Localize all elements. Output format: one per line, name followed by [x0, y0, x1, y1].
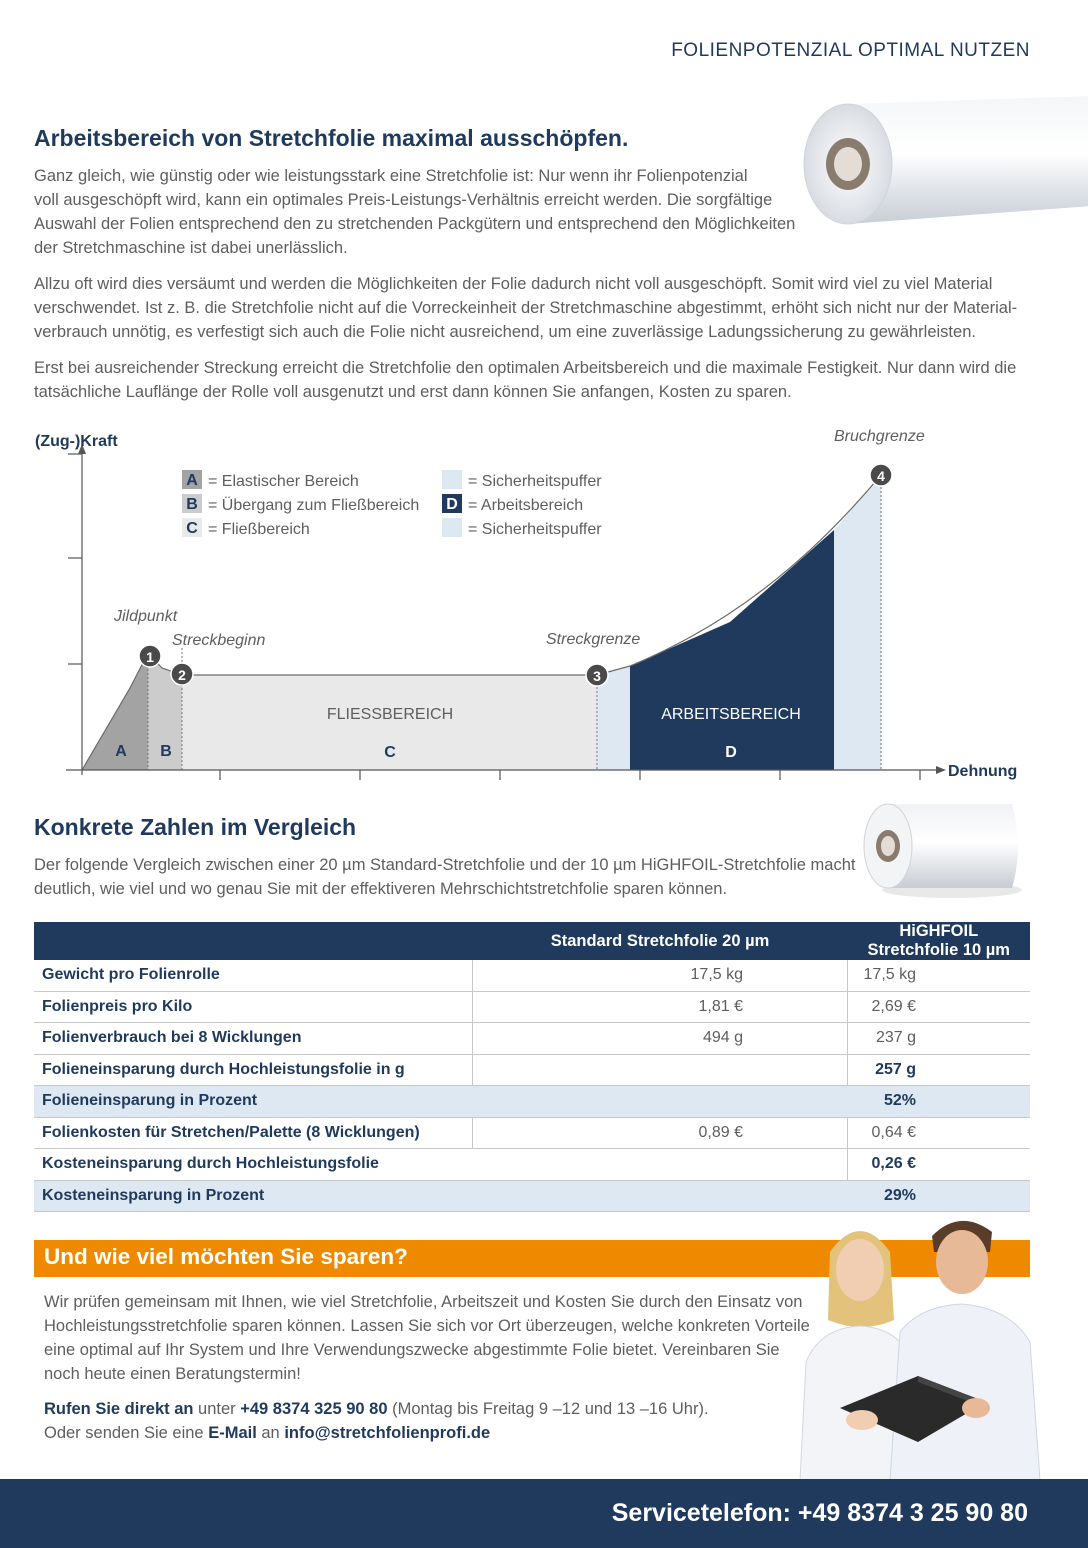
point-2-number: 2 [178, 667, 186, 683]
table-row [34, 1149, 1030, 1181]
paragraph-line: Allzu oft wird dies versäumt und werden die Möglichkeiten der Folie dadurch nicht voll ausgeschöpft. Somit wird viel zu viel Material [34, 275, 993, 293]
y-axis-label: (Zug-)Kraft [35, 433, 118, 450]
point-1-number: 1 [146, 649, 154, 665]
paragraph-line: Erst bei ausreichender Streckung erreicht die Stretchfolie den optimalen Arbeitsbereich und die maximale Festigkeit. Nur dann wird die [34, 359, 1017, 377]
region-c-label: C [384, 744, 396, 761]
point-3-number: 3 [593, 668, 601, 684]
point-2-label: Streckbeginn [172, 632, 266, 649]
comparison-intro [34, 853, 864, 901]
legend-key-a: A [186, 472, 198, 489]
row-value-highfoil: 237 g [848, 1023, 1031, 1055]
point-4-label: Bruchgrenze [834, 428, 925, 445]
row-value-standard: 17,5 kg [473, 960, 848, 991]
legend-label-buffer2: = Sicherheitspuffer [468, 521, 602, 538]
contact-block [44, 1397, 824, 1445]
legend-key-b: B [186, 496, 198, 513]
region-a-label: A [115, 743, 127, 760]
legend-swatch-buffer1 [442, 470, 462, 489]
legend-key-c: C [186, 520, 198, 537]
legend-label-d: = Arbeitsbereich [468, 497, 584, 514]
table-row [34, 1054, 1030, 1086]
table-row [34, 1117, 1030, 1149]
row-value-highfoil: 17,5 kg [848, 960, 1031, 991]
paragraph-line: verbrauch unnötig, es verfestigt sich auch die Folie nicht ausreichend, um eine zuverlässige Ladungssicherung zu gewährleisten. [34, 323, 976, 341]
paragraph-line: verschwendet. Ist z. B. die Stretchfolie nicht auf die Vorreckeinheit der Stretchmaschine abgestimmt, erhöht sich nicht nur der Material- [34, 299, 1018, 317]
point-3-marker [586, 664, 608, 686]
call-label: Rufen Sie direkt an [44, 1400, 194, 1418]
row-label: Gewicht pro Folienrolle [34, 960, 473, 991]
row-value-standard: 1,81 € [473, 991, 848, 1023]
table-row-highlight [34, 1086, 1030, 1118]
paragraph-line: der Stretchmaschine ist dabei unerlässlich. [34, 239, 348, 257]
region-b-label: B [160, 743, 172, 760]
page-header-title: FOLIENPOTENZIAL OPTIMAL NUTZEN [671, 40, 1030, 61]
film-roll-small-image [862, 798, 1022, 900]
section-heading-zahlen: Konkrete Zahlen im Vergleich [34, 814, 357, 840]
cta-heading: Und wie viel möchten Sie sparen? [44, 1244, 408, 1269]
row-value-standard [473, 1054, 848, 1086]
paragraph-line: Hochleistungsstretchfolie sparen können. Lassen Sie sich vor Ort überzeugen, welche konkreten Vorteile [44, 1317, 810, 1335]
row-value-highfoil: 29% [848, 1180, 1031, 1212]
call-hours: (Montag bis Freitag 9 –12 und 13 –16 Uhr). [387, 1400, 709, 1418]
row-label: Kosteneinsparung durch Hochleistungsfolie [34, 1149, 473, 1181]
film-roll-image [802, 96, 1088, 232]
legend-key-d: D [446, 496, 458, 513]
paragraph-line: voll ausgeschöpft wird, kann ein optimales Preis-Leistungs-Verhältnis erreicht werden. Die sorgfältige [34, 191, 773, 209]
cta-paragraph [44, 1290, 814, 1386]
region-c-title: FLIESSBEREICH [326, 706, 454, 723]
paragraph-line: Auswahl der Folien entsprechend den zu stretchenden Packgütern und entsprechend den Möglichkeiten [34, 215, 796, 233]
comparison-table [34, 922, 1030, 1212]
paragraph-line: Der folgende Vergleich zwischen einer 20 µm Standard-Stretchfolie und der 10 µm HiGHFOIL-Stretchfolie macht [34, 856, 856, 874]
paragraph-line: noch heute einen Beratungstermin! [44, 1365, 301, 1383]
legend-label-buffer1: = Sicherheitspuffer [468, 473, 602, 490]
row-value-standard: 0,89 € [473, 1117, 848, 1149]
mail-line [44, 1421, 824, 1445]
row-label: Folieneinsparung in Prozent [34, 1086, 473, 1118]
email-link[interactable]: info@stretchfolienprofi.de [284, 1424, 491, 1442]
row-label: Folienpreis pro Kilo [34, 991, 473, 1023]
call-line [44, 1397, 824, 1421]
paragraph-streckung [34, 356, 1044, 404]
legend-label-a: = Elastischer Bereich [208, 473, 359, 490]
phone-link[interactable]: +49 8374 325 90 80 [240, 1400, 388, 1418]
paragraph-line: deutlich, wie viel und wo genau Sie mit der effektiveren Mehrschichtstretchfolie sparen können. [34, 880, 728, 898]
mail-connector: an [256, 1424, 285, 1442]
table-row [34, 991, 1030, 1023]
table-header-highfoil: HiGHFOIL Stretchfolie 10 µm [848, 922, 1031, 960]
row-label: Kosteneinsparung in Prozent [34, 1180, 473, 1212]
row-value-standard [473, 1149, 848, 1181]
row-value-highfoil: 0,26 € [848, 1149, 1031, 1181]
row-value-highfoil: 52% [848, 1086, 1031, 1118]
x-axis-arrow [936, 766, 946, 774]
paragraph-line: eine optimal auf Ihr System und Ihre Verwendungszwecke abgestimmte Folie bietet. Vereinbaren Sie [44, 1341, 780, 1359]
call-connector: unter [193, 1400, 241, 1418]
table-header-row [34, 922, 1030, 960]
legend-label-c: = Fließbereich [208, 521, 310, 538]
paragraph-material [34, 272, 1044, 344]
service-phone[interactable]: Servicetelefon: +49 8374 3 25 90 80 [611, 1499, 1028, 1527]
row-value-standard [473, 1180, 848, 1212]
row-value-highfoil: 0,64 € [848, 1117, 1031, 1149]
table-row [34, 1023, 1030, 1055]
section-heading-arbeitsbereich: Arbeitsbereich von Stretchfolie maximal ausschöpfen. [34, 125, 629, 151]
table-row-highlight [34, 1180, 1030, 1212]
table-row [34, 960, 1030, 991]
point-1-marker [139, 645, 161, 667]
row-value-standard: 494 g [473, 1023, 848, 1055]
stress-strain-chart [30, 420, 1060, 790]
intro-paragraph [34, 164, 804, 260]
table-header-empty [34, 922, 473, 960]
mail-label: E-Mail [208, 1424, 257, 1442]
mail-prefix: Oder senden Sie eine [44, 1424, 209, 1442]
row-value-highfoil: 2,69 € [848, 991, 1031, 1023]
x-axis-label: Dehnung [948, 763, 1018, 780]
table-header-standard: Standard Stretchfolie 20 µm [473, 922, 848, 960]
row-value-highfoil: 257 g [848, 1054, 1031, 1086]
region-d-label: D [725, 744, 737, 761]
chart-legend [182, 470, 602, 538]
point-4-number: 4 [877, 468, 885, 484]
footer-bar [0, 1479, 1088, 1548]
paragraph-line: Wir prüfen gemeinsam mit Ihnen, wie viel Stretchfolie, Arbeitszeit und Kosten Sie durch den Einsatz von [44, 1293, 803, 1311]
legend-label-b: = Übergang zum Fließbereich [208, 497, 420, 514]
legend-swatch-buffer2 [442, 518, 462, 537]
paragraph-line: tatsächliche Lauflänge der Rolle voll ausgenutzt und erst dann können Sie anfangen, Kosten zu sparen. [34, 383, 792, 401]
point-2-marker [171, 663, 193, 685]
row-value-standard [473, 1086, 848, 1118]
row-label: Folieneinsparung durch Hochleistungsfolie in g [34, 1054, 473, 1086]
row-label: Folienkosten für Stretchen/Palette (8 Wicklungen) [34, 1117, 473, 1149]
region-d-area [630, 530, 834, 770]
region-d-title: ARBEITSBEREICH [661, 706, 801, 723]
point-4-marker [870, 464, 892, 486]
row-label: Folienverbrauch bei 8 Wicklungen [34, 1023, 473, 1055]
consultants-photo [790, 1212, 1048, 1480]
paragraph-line: Ganz gleich, wie günstig oder wie leistungsstark eine Stretchfolie ist: Nur wenn ihr Folienpotenzial [34, 167, 748, 185]
point-3-label: Streckgrenze [546, 631, 641, 648]
point-1-label: Jildpunkt [114, 608, 178, 625]
